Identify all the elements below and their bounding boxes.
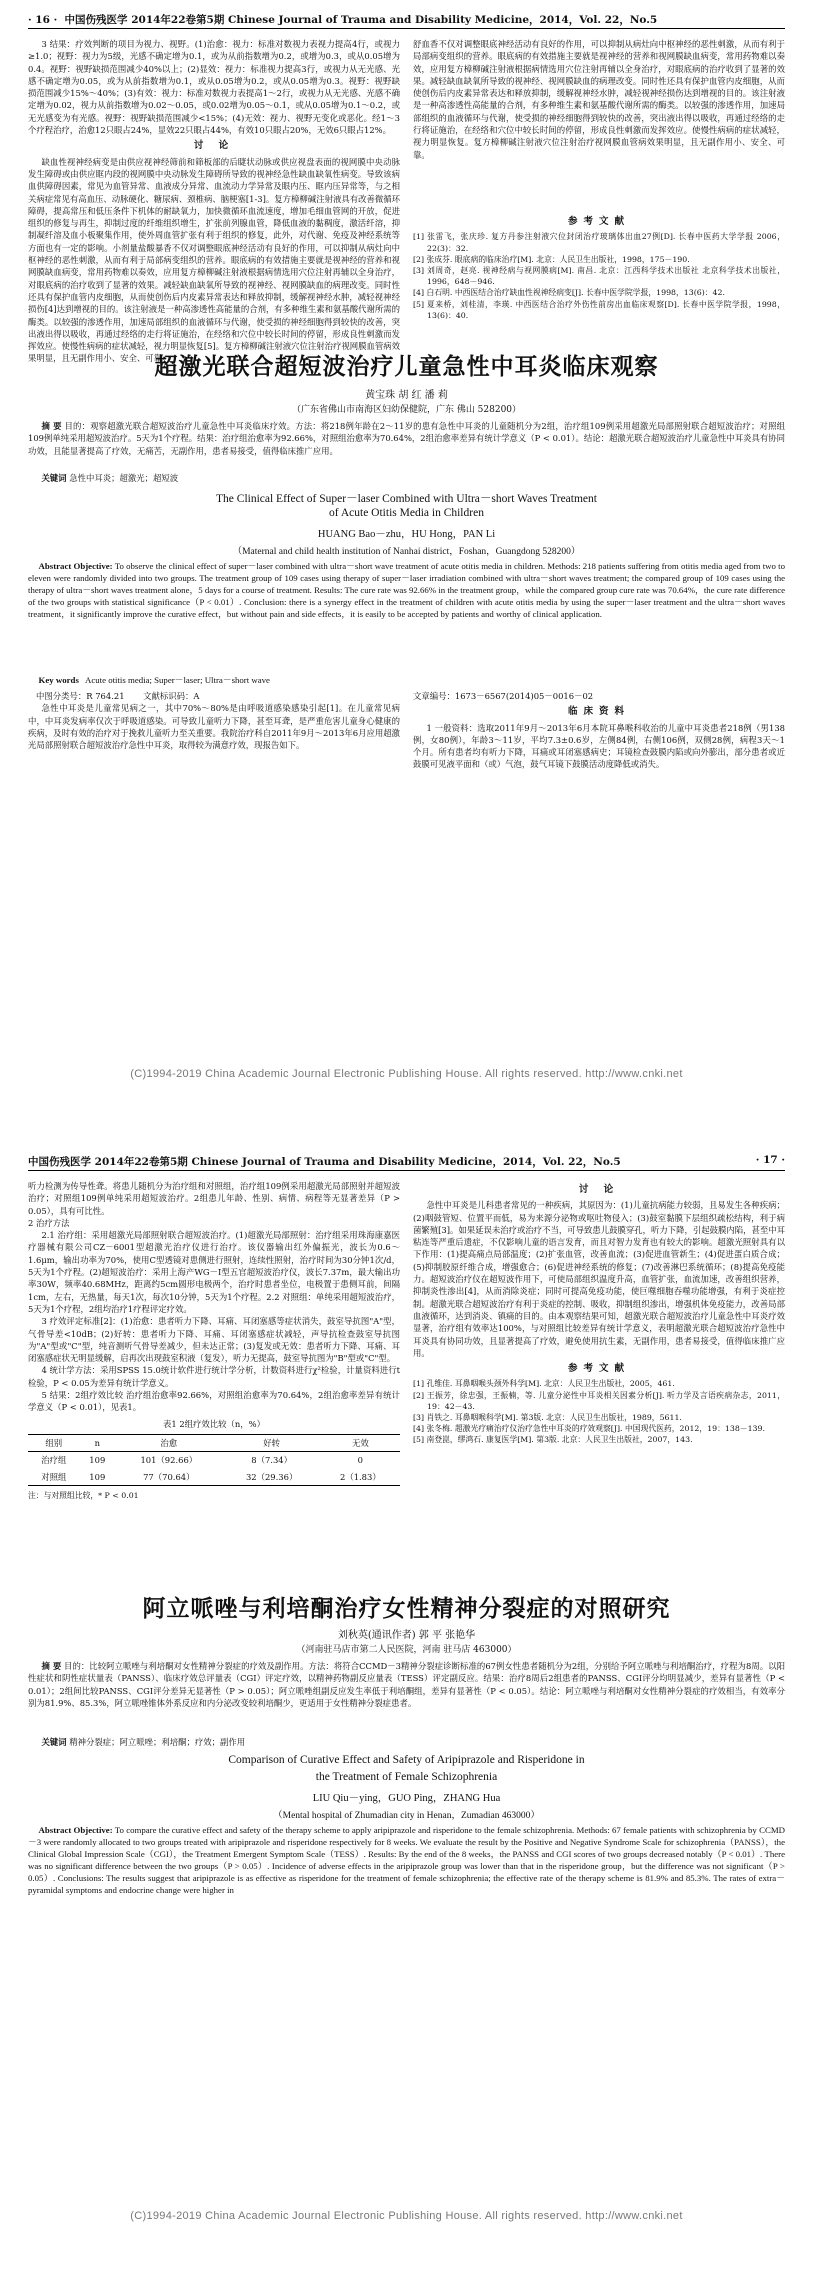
- article-number: 文章编号：1673－6567(2014)05－0016－02: [413, 691, 594, 701]
- keywords-cn-text: 精神分裂症；阿立哌唑；利培酮；疗效；副作用: [69, 1737, 246, 1747]
- abstract-cn-text: 目的：观察超激光联合超短波治疗儿童急性中耳炎临床疗效。方法：将218例年龄在2～11岁的患有急性中耳炎的儿童随机分为2组，治疗组109例采用超激光局部照射联合超短波治疗；对照组109例单纯采用超短波治疗。5天为1个疗程。结果：治疗组治愈率为92.66%，对照组治愈率为70.64%，2组治愈率差异有统计学意义（P < 0.01）。结论：超激光联合超短波治疗儿童急性中耳炎具有协同功效，且能显著提高了疗效，无痛苦，无副作用，患者易接受，值得临床推广应用。: [28, 421, 786, 456]
- abstract-label: 摘 要: [41, 421, 62, 431]
- reference-item: [1] 张雷飞，张庆珍. 复方丹参注射液穴位封闭治疗玻璃体出血27例[D]. 长春中医药大学学报 2006，22(3)：32.: [413, 232, 785, 253]
- table-header-cell: 无效: [351, 1437, 369, 1448]
- article1-cont-right-column: [413, 1180, 785, 1580]
- reference-item: [4] 张冬梅. 超激光疗痛治疗仪治疗急性中耳炎的疗效观察[J]. 中国现代医药，2012，19：138－139.: [413, 1424, 765, 1434]
- title-en-line1: Comparison of Curative Effect and Safety of Aripiprazole and Risperidone in: [228, 1754, 585, 1766]
- table-header-cell: n: [94, 1437, 100, 1448]
- affiliation-cn: （广东省佛山市南海区妇幼保健院，广东 佛山 528200）: [291, 405, 522, 415]
- abstract-en-text: To observe the clinical effect of super－laser combined with ultra－short wave treatment of acute otitis media in children. Methods: 218 patients suffering from otitis media aged from two to eleven were randomly divided into two groups. The treatment group of 109 cases using therapy of super－laser irradiation combined with ultra－short waves treatment; the compared group of 109 cases using the therapy of ultra－short waves treatment alone，5 days for a course of treatment. Results: The cure rate was 92.66% in the treatment group，while the compared group cure rate was 70.64%，the cure rate difference of the two groups with statistical significance（P < 0.01）. Conclusion: there is a synergy effect in the treatment of children with acute otitis media by using the super－laser treatment and the ultra－short waves treatment，it significantly improve the curative effect，but without pain and side effects，it is easily to be accepted by patients and worthy of clinical application.: [28, 561, 786, 619]
- clc-number: 中图分类号：R 764.21: [36, 691, 125, 701]
- results-text: 5 结果：2组疗效比较 治疗组治愈率92.66%，对照组治愈率为70.64%，2组治愈率差异有统计学意义（P < 0.01），见表1。: [28, 1390, 400, 1413]
- reference-item: [2] 王振芳，徐忠强，王振楠，等. 儿童分泌性中耳炎相关因素分析[J]. 听力学及言语疾病杂志，2011，19：42－43.: [413, 1390, 785, 1411]
- statistics-text: 4 统计学方法：采用SPSS 15.0统计软件进行统计学分析，计数资料进行χ²检验，计量资料进行t检验，P < 0.05为差异有统计学意义。: [28, 1365, 400, 1388]
- table-cell: 治疗组: [41, 1455, 67, 1466]
- prev-article-right-column: [413, 38, 785, 340]
- results-table: [28, 1434, 400, 1486]
- intro-text: 急性中耳炎是儿童常见病之一，其中70%～80%是由呼吸道感染感染引起[1]。在儿童常见病中，中耳炎发病率仅次于呼吸道感染。可导致儿童听力下降，甚至耳聋，是严重危害儿童身心健康的疾病，及时有效的治疗对于挽救儿童听力至关重要。我院治疗科自2011年9月～2013年6月应用超激光局部照射联合超短波治疗急性中耳炎，取得较为满意疗效，现报告如下。: [28, 703, 400, 751]
- authors-en: LIU Qiu－ying，GUO Ping，ZHANG Hua: [312, 1793, 501, 1804]
- abstract-cn: [28, 1660, 785, 1734]
- treatment-text: 2.1 治疗组：采用超激光局部照射联合超短波治疗。(1)超激光局部照射：治疗组采用珠海康嘉医疗器械有限公司CZ－6001型超激光治疗仪进行治疗。该仪器输出红外偏振光，波长为0.6～1.6μm，输出功率为70%，使用C型透镜对患侧进行照射，连续性照射，治疗时间为30分钟1次/d，5天为1个疗程。(2)超短波治疗：采用上海产WG－I型五官超短波治疗仪，波长7.37m，最大输出功率30W，频率40.68MHz，距离约5cm圆形电极两个，治疗时患者坐位，电极置于患侧耳前，间隔1cm，左右，无热量，每天1次，每次10分钟，5天为1个疗程。2.2 对照组：单纯采用超短波治疗，5天为1个疗程，2组均治疗1疗程评定疗效。: [28, 1230, 400, 1314]
- prev-results: 3 结果：疗效判断的项目为视力、视野。(1)治愈：视力：标准对数视力表视力提高4行，或视力≥1.0；视野：视力为5级，光感不确定增为0.1，或为从前指数增为0.2，或增为0.3，或从0.05增为0.4。视野：视野缺损范围减少40%以上；(2)显效：视力：标准视力提高3行，或视力从无光感、光感不确定增为0.05，或为从前指数增为0.1，或从0.05增为0.2，或从0.05增为0.3。视野：视野缺损范围减少15%～40%；(3)有效：视力：标准对数视力表提高1～2行，或视力从无光感、光感不确定增为0.02，视力从前指数增为0.02～0.05，或0.02增为0.05～0.1，或从0.05增为0.1～0.2，或无光感变为有光感。视野：视野缺损范围减少<15%；(4)无效：视力、视野无变化或恶化。经1～3个疗程治疗，治愈12只眼占24%，显效22只眼占44%，有效10只眼占20%，无效6只眼占12%。: [28, 39, 400, 136]
- abstract-en-label: Abstract Objective:: [38, 1825, 113, 1835]
- table-note: 注：与对照组比较，* P < 0.01: [28, 1490, 139, 1500]
- abstract-en-label: Abstract Objective:: [38, 561, 113, 571]
- keywords-cn: [28, 472, 785, 486]
- page-17: [0, 1142, 813, 2284]
- keywords-en-label: Key words: [38, 675, 79, 685]
- abstract-label: 摘 要: [41, 1661, 62, 1671]
- journal-header: 中国伤残医学 2014年22卷第5期 Chinese Journal of Trauma and Disability Medicine，2014，Vol. 22，No.5: [64, 14, 658, 26]
- abstract-en: [28, 560, 785, 672]
- reference-item: [5] 南登崑，缪鸿石. 康复医学[M]. 第3版. 北京：人民卫生出版社，2007，143.: [413, 1435, 693, 1445]
- page-number: · 16 ·: [28, 14, 58, 26]
- copyright-footer: (C)1994-2019 China Academic Journal Electronic Publishing House. All rights reserved. http://www.cnki.net: [130, 2210, 683, 2222]
- reference-item: [1] 孔维佳. 耳鼻咽喉头颈外科学[M]. 北京：人民卫生出版社，2005，461.: [413, 1379, 675, 1389]
- affiliation-en: （Mental hospital of Zhumadian city in Henan，Zumadian 463000）: [273, 1811, 540, 1821]
- keywords-cn-text: 急性中耳炎；超激光；超短波: [69, 473, 179, 483]
- grouping-text: 听力检测为传导性聋。将患儿随机分为治疗组和对照组，治疗组109例采用超激光局部照射并超短波治疗；对照组109例单纯采用超短波治疗。2组患儿年龄、性别、病情、病程等无显著差异（P > 0.05），具有可比性。: [28, 1181, 400, 1216]
- authors-cn: 黄宝珠 胡 红 潘 莉: [365, 390, 448, 401]
- table-header-row: [28, 1434, 400, 1451]
- reference-item: [4] 白石明. 中西医结合治疗缺血性视神经病变[J]. 长春中医学院学报，1998，13(6)：42.: [413, 288, 725, 298]
- discussion-heading: 讨 论: [193, 140, 235, 152]
- running-header-right: [28, 1154, 785, 1166]
- table-caption: 表1 2组疗效比较（n，%）: [162, 1418, 266, 1429]
- article1-cont-left-column: [28, 1180, 400, 1580]
- prev-discussion: 缺血性视神经病变是由供应视神经筛前和筛板部的后睫状动脉或供应视盘表面的视网膜中央动脉发生障碍或由供应眶内段的视网膜中央动脉发生障碍所导致的视神经急性缺血缺氧性病变。导致该病血供障碍因素，常见为血管异常、血液成分异常、血流动力学异常及眼内压、眶内压异常等，与之相关病症常见有高血压、动脉硬化、糖尿病、颈椎病、脑梗塞[1-3]。复方樟柳碱注射液具有改善微循环障碍，提高常压和低压条件下机体的耐缺氧力，加快微循环血流速度，增加毛细血管网的开放，促进组织的修复与再生，抑制过度的纤维组织增生，扩张前列腺血管，降低血液的黏稠度，激活纤溶，抑制凝纤溶及血小板聚集作用，使外周血管扩张有利于组织的修复，此外，对代谢、免疫及神经系统等方面也有一定的影响。小剂量盐酸暴香不仅对调整眼底神经活动有良好的作用，可以抑制从病灶向中枢神经的恶性刺激，从而有利于局部病变组织的营养。眼底病的有效措施主要就是视神经的营养和视网膜缺血病变，常用药物难以奏效，应用复方樟柳碱注射液根据病情选用穴位注射再辅以全身治疗，对眼底病的治疗收到了显著的效果。减轻缺血缺氧所导致的视神经、视网膜缺血的病理改变。同时性还具有保护血管内皮细胞，从而使创伤后内皮素异常表达和释放抑制，缓解视神经水肿，减轻视神经损伤[4]达到增视的目的。该注射液是一种高渗透性高能量的合剂，有多种维生素和氨基酸代谢所需的酶类。以较强的渗透作用，加速局部组织的血液循环与代谢，使受损的神经细胞得到较快的改善，突出液出得以吸收，再通过经络的走行将证施治，在经络和穴位中较长时间的停留，形成良性刺激而发挥效应。使慢性病病的症状减轻，视力明显恢复[5]。复方樟柳碱注射液穴位注射治疗视网膜血管病效果明显，且无副作用小、安全、可靠。: [28, 156, 400, 364]
- reference-item: [3] 刘周奇，赵亮. 视神经病与视网膜病[M]. 南昌. 北京：江西科学技术出版社 北京科学技术出版社，1996，648－946.: [413, 265, 785, 287]
- affiliation-en: （Maternal and child health institution of Nanhai district，Foshan，Guangdong 528200）: [232, 547, 581, 557]
- article-title: 阿立哌唑与利培酮治疗女性精神分裂症的对照研究: [142, 1596, 671, 1622]
- keywords-en-text: Acute otitis media; Super－laser; Ultra－short wave: [85, 675, 270, 685]
- refs-heading: 参考文献: [567, 1363, 630, 1375]
- abstract-en: [28, 1824, 785, 1948]
- copyright-footer: (C)1994-2019 China Academic Journal Electronic Publishing House. All rights reserved. http://www.cnki.net: [130, 1068, 683, 1080]
- table-cell: 2（1.83）: [339, 1471, 381, 1482]
- table-cell: 109: [89, 1455, 106, 1466]
- authors-cn: 刘秋英(通讯作者) 郭 平 张艳华: [337, 1630, 476, 1641]
- running-header: [28, 12, 785, 27]
- table-cell: 8（7.34）: [251, 1455, 292, 1466]
- title-en-line2: of Acute Otitis Media in Children: [329, 507, 484, 519]
- criteria-text: 3 疗效评定标准[2]：(1)治愈：患者听力下降、耳痛、耳闭塞感等症状消失，鼓室导抗图"A"型，气骨导差<10dB；(2)好转：患者听力下降、耳痛、耳闭塞感症状减轻，声导抗检查鼓室导抗图为"A"型或"C"型，纯音测听气骨导差减少，但未达正常；(3)复发或无效：患者听力下降、耳痛、耳闭塞感症状无明显缓解，启再次出现鼓室积液（复发），听力无提高，鼓室导抗图为"B"型或"C"型。: [28, 1316, 400, 1364]
- keywords-en: [28, 674, 785, 687]
- table-cell: 0: [357, 1455, 364, 1466]
- journal-header: 中国伤残医学 2014年22卷第5期 Chinese Journal of Trauma and Disability Medicine，2014，Vol. 22，No.5: [28, 1156, 621, 1168]
- classification-row: [28, 690, 400, 702]
- table-cell: 109: [89, 1471, 106, 1482]
- abstract-cn-text: 目的：比较阿立哌唑与利培酮对女性精神分裂症的疗效及副作用。方法：将符合CCMD－3精神分裂症诊断标准的67例女性患者随机分为2组，分别给予阿立哌唑与利培酮治疗，疗程为8周。以阳性症状和阴性症状量表（PANSS）、临床疗效总评量表（CGI）评定疗效，以精神药物副反应量表（TESS）评定副反应。结果：治疗8周后2组患者的PANSS、CGI评分均明显减少，差异有显著性（P < 0.01）；2组间比较PANSS、CGI评分差异无显著性（P > 0.05）；阿立哌唑组副反应发生率低于利培酮组，差异有显著性（P < 0.05）。结论：阿立哌唑与利培酮对女性精神分裂症的疗效相当，有效率分别为81.9%、85.3%，阿立哌唑锥体外系反应和内分泌改变较利培酮少，更适用于女性精神分裂症患者。: [28, 1661, 785, 1708]
- reference-item: [2] 张成芬. 眼底病的临床治疗[M]. 北京：人民卫生出版社，1998，175－190.: [413, 254, 690, 264]
- table-header-cell: 好转: [263, 1437, 281, 1448]
- table-cell: 对照组: [41, 1471, 67, 1482]
- discussion-heading: 讨 论: [578, 1184, 620, 1195]
- prev-article-left-column: [28, 38, 400, 364]
- article-title: 超激光联合超短波治疗儿童急性中耳炎临床观察: [154, 354, 659, 380]
- abstract-cn: [28, 420, 785, 470]
- abstract-en-text: To compare the curative effect and safety of the therapy scheme to apply aripiprazole and risperidone to the female schizophrenia. Methods: 67 female patients with schizophrenia by CCMD－3 were randomly allocated to two groups treated with aripiprazole and risperidone respectively for 8 weeks. We evaluate the result by the Positive and Negative Syndrome Scale for schizophrenia（PANSS），the Clinical Global Impression Scale（CGI），the Treatment Emergent Symptom Scale（TESS）. Results: By the end of the 8 weeks，the PANSS and CGI scores of two groups decreased notably（P < 0.01）. There was no significant difference between the two groups（P > 0.05）. Incidence of adverse effects in the aripiprazole group was lower than that in the risperidone group，but the difference was not significant（P > 0.05）. Conclusions: The results suggest that aripiprazole is as effective as risperidone for the treatment of female schizophrenia; the effective rate of the therapy scheme is 81.9% and 85.3%. The rates of extra－pyramidal symptoms and endocrine change were higher in: [28, 1825, 786, 1895]
- prev-discussion-cont: 舒血香不仅对调整眼底神经活动有良好的作用，可以抑制从病灶向中枢神经的恶性刺激，从而有利于局部病变组织的营养。眼底病的有效措施主要就是视神经的营养和视网膜缺血病变，常用药物难以奏效，应用复方樟柳碱注射液根据病情选用穴位注射再辅以全身治疗，对眼底病的治疗收到了显著的效果。减轻缺血缺氧所导致的视神经、视网膜缺血的病理改变。同时性还具有保护血管内皮细胞，从而使创伤后内皮素异常表达和释放抑制，缓解视神经水肿，减轻视神经损伤达到增视的目的。该注射液是一种高渗透性高能量的合剂，有多种维生素和氨基酸代谢所需的酶类。以较强的渗透作用，加速局部组织的血液循环与代谢，使受损的神经细胞得到较快的改善，突出液出得以吸收，再通过经络的走行将证施治，在经络和穴位中较长时间的停留，形成良性刺激而发挥效应。使慢性病病的症状减轻，视力明显恢复。复方樟柳碱注射液穴位注射治疗视网膜血管病效果明显，且无副作用小、安全、可靠。: [413, 39, 785, 160]
- table-cell: 32（29.36）: [245, 1471, 298, 1482]
- keywords-cn: [28, 1736, 785, 1750]
- title-en-line1: The Clinical Effect of Super－laser Combined with Ultra－short Waves Treatment: [216, 493, 597, 505]
- clinical-data-text: 1 一般资料：选取2011年9月～2013年6月本院耳鼻喉科收治的儿童中耳炎患者218例（男138例，女80例），年龄3～11岁，平均7.3±0.6岁，左侧84例，右侧106例，双侧28例，病程3天～1个月。所有患者均有听力下降，耳痛或耳闭塞感病史；耳镜检查鼓膜内陷或向外膨出，部分患者或近鼓膜可见液平面和（或）气泡，鼓气耳镜下鼓膜活动度降低或消失。: [413, 722, 785, 770]
- section-treatment: 2 治疗方法: [28, 1217, 70, 1228]
- table-row: [28, 1452, 400, 1469]
- table-header-cell: 组别: [45, 1437, 63, 1448]
- reference-item: [5] 夏来桥，刘桂清，李瑛. 中西医结合治疗外伤性前房出血临床观察[D]. 长春中医学院学报，1998，13(6)：40.: [413, 299, 785, 320]
- table-row: [28, 1469, 400, 1486]
- header-rule: [28, 1170, 785, 1171]
- table-cell: 77（70.64）: [143, 1471, 195, 1482]
- title-en-line2: the Treatment of Female Schizophrenia: [315, 1771, 498, 1783]
- header-rule: [28, 28, 785, 29]
- authors-en: HUANG Bao－zhu，HU Hong，PAN Li: [317, 529, 496, 540]
- keywords-label: 关键词: [41, 473, 67, 483]
- page-number: · 17 ·: [755, 1154, 785, 1166]
- article1-left-column: [28, 690, 400, 825]
- reference-item: [3] 肖铁之. 耳鼻咽喉科学[M]. 第3版. 北京：人民卫生出版社，1989，5611.: [413, 1413, 682, 1423]
- article1-right-column: [413, 690, 785, 825]
- discussion-text: 急性中耳炎是儿科患者常见的一种疾病，其原因为：(1)儿童抗病能力较弱，且易发生各种疾病；(2)咽鼓管短、位置平而低，易为来源分泌物或呕吐物侵入；(3)鼓室黏膜下层组织疏松结构，利于病菌繁殖[3]。如果延误未治疗或治疗不当，可导致患儿鼓膜穿孔，听力下降，引起鼓膜内陷，甚至中耳粘连等严重后遗症，不仅影响儿童的语言发育，而且对智力发育也有较大的影响。超激光照射具有以下作用：(1)提高痛点局部温度；(2)扩张血管，改善血流；(3)促进血管新生；(4)促进蛋白质合成；(5)抑制胶原纤维合成，增强愈合；(6)促进神经系统的修复；(7)改善淋巴系统循环；(8)提高免疫能力。超短波治疗仪在超短波作用下，可使局部组织温度升高，血管扩张，血流加速，改善组织营养，抑制炎性渗出[4]，从而消除炎症；同时可提高免疫功能，使巨噬细胞吞噬功能增强，有利于炎症控制。超激光联合超短波治疗有利于炎症的控制、吸收，抑制组织渗出，增强机体免疫能力，改善局部血液循环，达到消炎、镇痛的目的。由本观察结果可知，超激光联合超短波治疗儿童急性中耳炎疗效显著，治疗组有效率达100%，与对照组比较差异有统计学意义，表明超激光联合超短波治疗急性中耳炎具有协同功效，且显著提高了疗效，避免使用抗生素，无副作用，患者易接受，值得临床推广应用。: [413, 1200, 785, 1358]
- table-cell: 101（92.66）: [140, 1455, 198, 1466]
- affiliation-cn: （河南驻马店市第二人民医院，河南 驻马店 463000）: [296, 1645, 517, 1655]
- refs-heading: 参考文献: [567, 216, 630, 227]
- table-header-cell: 治愈: [160, 1437, 178, 1448]
- document-code: 文献标识码：A: [143, 691, 200, 701]
- section-clinical-data: 临床资料: [567, 706, 630, 718]
- keywords-label: 关键词: [41, 1737, 67, 1747]
